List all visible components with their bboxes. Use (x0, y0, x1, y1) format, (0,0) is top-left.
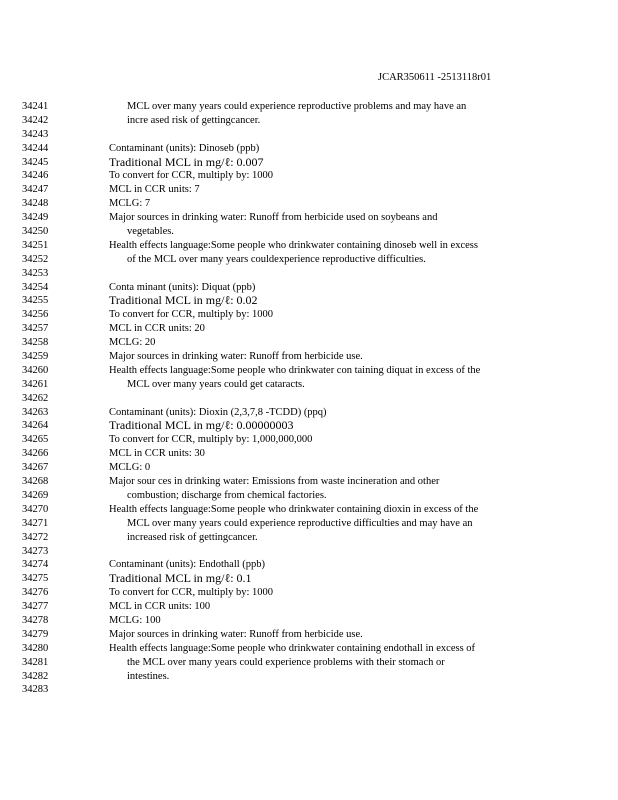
document-line (0, 197, 618, 211)
line-number: 34252 (22, 253, 49, 265)
document-line (0, 475, 618, 489)
line-text: To convert for CCR, multiply by: 1000 (109, 170, 274, 182)
line-number: 34266 (22, 448, 49, 460)
line-number: 34280 (22, 642, 49, 654)
line-number: 34241 (22, 101, 49, 112)
line-text: To convert for CCR, multiply by: 1000 (109, 587, 274, 599)
document-line (0, 489, 618, 503)
document-line (0, 350, 618, 364)
document-line (0, 545, 618, 559)
document-line (0, 378, 618, 392)
line-number: 34282 (22, 670, 49, 682)
document-line (0, 572, 618, 586)
line-text: MCL in CCR units: 20 (109, 323, 205, 335)
document-line (0, 128, 618, 142)
line-text: Major sources in drinking water: Runoff from herbicide use. (109, 351, 363, 363)
line-number: 34283 (22, 684, 49, 696)
line-text: MCL in CCR units: 30 (109, 448, 205, 460)
line-number: 34273 (22, 545, 49, 557)
document-line (0, 183, 618, 197)
line-number: 34260 (22, 364, 49, 376)
document-line (0, 364, 618, 378)
line-number: 34274 (22, 559, 49, 571)
document-line (0, 114, 618, 128)
line-text: Traditional MCL in mg/ℓ: 0.1 (109, 571, 252, 586)
line-number: 34279 (22, 628, 49, 640)
document-line (0, 656, 618, 670)
line-number: 34264 (22, 420, 49, 432)
line-number: 34249 (22, 212, 49, 224)
line-text: Traditional MCL in mg/ℓ: 0.00000003 (109, 418, 294, 433)
line-number: 34246 (22, 170, 49, 182)
line-number: 34253 (22, 267, 49, 279)
document-body (0, 100, 618, 697)
line-number: 34256 (22, 309, 49, 321)
document-line (0, 156, 618, 170)
line-number: 34265 (22, 434, 49, 446)
line-text: MCL over many years could get cataracts. (127, 378, 305, 390)
line-text: incre ased risk of gettingcancer. (127, 114, 261, 126)
document-line (0, 683, 618, 697)
document-line (0, 267, 618, 281)
line-text: the MCL over many years could experience problems with their stomach or (127, 656, 445, 668)
line-text: Contaminant (units): Dinoseb (ppb) (109, 142, 260, 154)
line-number: 34258 (22, 337, 49, 349)
line-text: MCL in CCR units: 100 (109, 601, 211, 613)
document-line (0, 642, 618, 656)
line-text: Health effects language:Some people who drinkwater con taining diquat in excess of the (109, 364, 481, 376)
line-text: Contaminant (units): Endothall (ppb) (109, 559, 266, 571)
document-line (0, 447, 618, 461)
document-line (0, 225, 618, 239)
document-line (0, 392, 618, 406)
line-text: Major sour ces in drinking water: Emissions from waste incineration and other (109, 476, 440, 488)
document-line (0, 142, 618, 156)
line-number: 34254 (22, 281, 49, 293)
line-number: 34251 (22, 239, 49, 251)
line-text: MCL over many years could experience reproductive problems and may have an (127, 101, 467, 112)
line-number: 34270 (22, 503, 49, 515)
document-line (0, 517, 618, 531)
document-line (0, 169, 618, 183)
line-number: 34276 (22, 587, 49, 599)
line-number: 34262 (22, 392, 49, 404)
line-number: 34263 (22, 406, 49, 418)
document-line (0, 281, 618, 295)
document-line (0, 531, 618, 545)
document-line (0, 336, 618, 350)
line-number: 34278 (22, 614, 49, 626)
line-text: To convert for CCR, multiply by: 1,000,000,000 (109, 434, 313, 446)
line-text: Major sources in drinking water: Runoff from herbicide use. (109, 628, 363, 640)
line-number: 34247 (22, 184, 49, 196)
line-text: MCLG: 100 (109, 614, 161, 626)
document-line (0, 503, 618, 517)
document-line (0, 406, 618, 420)
line-number: 34248 (22, 198, 49, 210)
line-number: 34277 (22, 601, 49, 613)
document-line (0, 614, 618, 628)
line-number: 34255 (22, 295, 49, 307)
line-text: MCLG: 7 (109, 198, 151, 210)
document-line (0, 628, 618, 642)
line-text: Conta minant (units): Diquat (ppb) (109, 281, 256, 293)
line-text: combustion; discharge from chemical factories. (127, 489, 327, 501)
line-number: 34244 (22, 142, 49, 154)
line-number: 34268 (22, 476, 49, 488)
line-text: Health effects language:Some people who drinkwater containing endothall in excess of (109, 642, 476, 654)
line-text: Contaminant (units): Dioxin (2,3,7,8 -TCDD) (ppq) (109, 406, 327, 418)
line-number: 34281 (22, 656, 49, 668)
document-line (0, 211, 618, 225)
document-line (0, 294, 618, 308)
line-number: 34261 (22, 378, 49, 390)
line-number: 34272 (22, 531, 49, 543)
line-text: Traditional MCL in mg/ℓ: 0.02 (109, 293, 258, 308)
document-line (0, 100, 618, 114)
document-line (0, 670, 618, 684)
document-id-header: JCAR350611 -2513118r01 (378, 72, 492, 83)
line-text: Health effects language:Some people who drinkwater containing dioxin in excess of the (109, 503, 479, 515)
line-text: Traditional MCL in mg/ℓ: 0.007 (109, 154, 264, 169)
document-line (0, 322, 618, 336)
line-text: To convert for CCR, multiply by: 1000 (109, 309, 274, 321)
line-number: 34275 (22, 573, 49, 585)
line-text: intestines. (127, 670, 170, 682)
line-number: 34245 (22, 156, 49, 168)
line-text: increased risk of gettingcancer. (127, 531, 258, 543)
line-number: 34269 (22, 489, 49, 501)
document-line (0, 558, 618, 572)
line-number: 34250 (22, 226, 49, 238)
line-text: vegetables. (127, 226, 174, 238)
line-text: MCL over many years could experience reproductive difficulties and may have an (127, 517, 473, 529)
line-number: 34267 (22, 462, 49, 474)
line-number: 34271 (22, 517, 49, 529)
document-line (0, 586, 618, 600)
document-line (0, 308, 618, 322)
line-text: of the MCL over many years couldexperience reproductive difficulties. (127, 253, 426, 265)
line-number: 34242 (22, 114, 49, 126)
line-text: Major sources in drinking water: Runoff from herbicide used on soybeans and (109, 212, 438, 224)
line-number: 34259 (22, 351, 49, 363)
line-text: MCL in CCR units: 7 (109, 184, 200, 196)
document-line (0, 419, 618, 433)
line-text: Health effects language:Some people who drinkwater containing dinoseb well in excess (109, 239, 478, 251)
document-line (0, 253, 618, 267)
line-text: MCLG: 20 (109, 337, 156, 349)
line-number: 34243 (22, 128, 49, 140)
line-text: MCLG: 0 (109, 462, 151, 474)
document-line (0, 600, 618, 614)
document-line (0, 239, 618, 253)
document-line (0, 461, 618, 475)
document-line (0, 433, 618, 447)
line-number: 34257 (22, 323, 49, 335)
